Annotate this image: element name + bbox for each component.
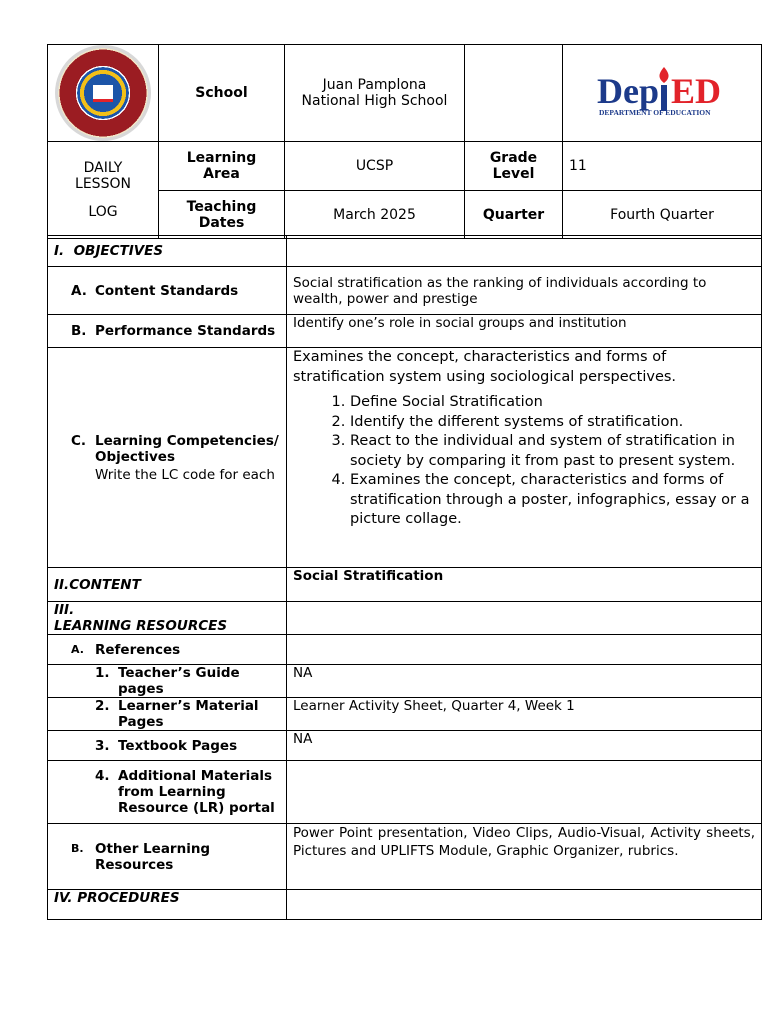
- resource-value: [287, 761, 762, 824]
- learning-resources-row: [48, 602, 762, 635]
- performance-standards-label: B. Performance Standards: [48, 315, 287, 348]
- resource-row: [48, 761, 762, 824]
- resource-row: [48, 698, 762, 731]
- resource-value: NA: [287, 665, 762, 698]
- deped-logo: [587, 63, 737, 123]
- school-value: Juan Pamplona National High School: [285, 45, 465, 142]
- svg-text:ED: ED: [671, 71, 722, 111]
- competency-item: 4. Examines the concept, characteristics and forms of stratification through a poster, infographics, essay or a picture collage.: [350, 471, 755, 530]
- empty-header-cell: [465, 45, 563, 142]
- competency-item: 1. Define Social Stratification: [350, 393, 755, 413]
- references-label: A. References: [48, 635, 287, 665]
- references-row: [48, 635, 762, 665]
- learning-resources-heading: III. LEARNING RESOURCES: [48, 602, 287, 635]
- resource-label: 2. Learner’s Material Pages: [48, 698, 287, 731]
- competency-intro: Examines the concept, characteristics and forms of stratification system using sociological perspectives.: [293, 349, 677, 385]
- resource-label: 1. Teacher’s Guide pages: [48, 665, 287, 698]
- procedures-heading: IV. PROCEDURES: [48, 890, 287, 920]
- school-seal-logo: [55, 45, 151, 141]
- content-value: Social Stratification: [287, 568, 762, 602]
- performance-standards-value: Identify one’s role in social groups and institution: [287, 315, 762, 348]
- competency-item: 3. React to the individual and system of stratification in society by comparing it from past to present system.: [350, 432, 755, 471]
- content-heading: II.CONTENT: [48, 568, 287, 602]
- quarter-value: Fourth Quarter: [563, 191, 762, 239]
- learning-competencies-label: C. Learning Competencies/Objectives Write the LC code for each: [48, 348, 287, 568]
- resource-value: Learner Activity Sheet, Quarter 4, Week 1: [287, 698, 762, 731]
- content-standards-value: Social stratification as the ranking of individuals according to wealth, power and prestige: [287, 267, 762, 315]
- resource-value: NA: [287, 731, 762, 761]
- svg-text:Dep: Dep: [597, 71, 659, 111]
- objectives-row: [48, 236, 762, 267]
- resource-label: 4. Additional Materials from Learning Resource (LR) portal: [48, 761, 287, 824]
- lesson-table: [47, 235, 762, 920]
- deped-logo-cell: [563, 45, 762, 142]
- content-row: [48, 568, 762, 602]
- grade-level-value: 11: [563, 142, 762, 191]
- teaching-dates-label: Teaching Dates: [159, 191, 285, 239]
- school-seal-cell: [48, 45, 159, 142]
- objectives-heading: I. OBJECTIVES: [48, 236, 287, 267]
- learning-competencies-row: [48, 348, 762, 568]
- procedures-row: [48, 890, 762, 920]
- other-resources-value: Power Point presentation, Video Clips, Audio-Visual, Activity sheets, Pictures and UPLIFTS Module, Graphic Organizer, rubrics.: [287, 824, 762, 890]
- grade-level-label: Grade Level: [465, 142, 563, 191]
- resource-row: [48, 665, 762, 698]
- competency-list: [293, 393, 755, 530]
- svg-text:DEPARTMENT OF EDUCATION: DEPARTMENT OF EDUCATION: [599, 108, 711, 117]
- header-table: [47, 44, 762, 239]
- resource-label: 3. Textbook Pages: [48, 731, 287, 761]
- school-label: School: [159, 45, 285, 142]
- quarter-label: Quarter: [465, 191, 563, 239]
- resource-row: [48, 731, 762, 761]
- learning-competencies-value: [287, 348, 762, 568]
- daily-lesson-log-title: DAILY LESSON LOG: [48, 142, 159, 239]
- competency-item: 2. Identify the different systems of stratification.: [350, 413, 755, 433]
- other-resources-row: [48, 824, 762, 890]
- learning-area-value: UCSP: [285, 142, 465, 191]
- teaching-dates-value: March 2025: [285, 191, 465, 239]
- content-standards-row: [48, 267, 762, 315]
- content-standards-label: A. Content Standards: [48, 267, 287, 315]
- other-resources-label: B. Other Learning Resources: [48, 824, 287, 890]
- performance-standards-row: [48, 315, 762, 348]
- learning-area-label: Learning Area: [159, 142, 285, 191]
